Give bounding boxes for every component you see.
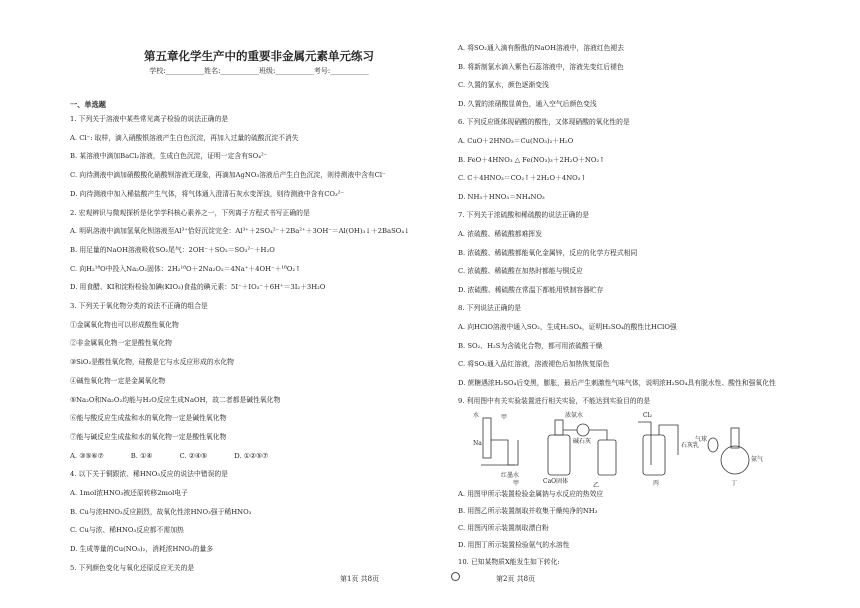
label-yi: 乙 <box>593 482 600 489</box>
text-line: A. 用图甲所示装置检验金属钠与水反应的热效应 <box>458 490 604 498</box>
text-line: B. FeO＋4HNO₃ △ Fe(NO₃)₃＋2H₂O＋NO₂↑ <box>458 155 605 164</box>
text-line: B. 某溶液中滴加BaCl₂溶液，生成白色沉淀，证明一定含有SO₄²⁻ <box>70 152 268 161</box>
text-line: 5. 下列颜色变化与氧化还原反应无关的是 <box>70 563 195 572</box>
text-line: ②非金属氧化物一定是酸性氧化物 <box>70 339 172 348</box>
text-line: ④碱性氧化物一定是金属氧化物 <box>70 376 166 385</box>
label-lime-milk: 石灰乳 <box>681 442 700 449</box>
text-line: D. NH₃＋HNO₃＝NH₄NO₃ <box>458 192 545 201</box>
text-line: A. Cl⁻: 取样，滴入硝酸银溶液产生白色沉淀，再加入过量的硫酸沉淀不消失 <box>70 133 299 142</box>
text-line: 2. 宏观辨识与微观探析是化学学科核心素养之一，下列离子方程式书写正确的是 <box>70 208 310 217</box>
text-line: 8. 下列说法正确的是 <box>458 304 522 313</box>
text-line: B. 用图乙所示装置制取并收集干燥纯净的NH₃ <box>458 507 598 515</box>
text-line: 1. 下列关于溶液中某些常见离子检验的说法正确的是 <box>70 115 229 123</box>
text-line: D. 久置的浓硝酸显黄色，通入空气后颜色变浅 <box>458 99 597 108</box>
text-line: D. 用图丁所示装置检验氨气的水溶性 <box>458 541 570 549</box>
page-number-left: 第1页 共8页 <box>340 575 380 583</box>
label-conc-ammonia: 浓氨水 <box>565 412 584 419</box>
text-line: D. 向待测液中加入稀盐酸产生气体，将气体通入澄清石灰水变浑浊，则待测液中含有CO₃²⁻ <box>70 189 345 198</box>
label-jia: 甲 <box>513 480 520 487</box>
text-line: 3. 下列关于氧化物分类的说法不正确的组合是 <box>70 302 208 310</box>
text-line: B. 将新制氯水滴入紫色石蕊溶液中，溶液先变红后褪色 <box>458 62 624 71</box>
label-na: Na <box>473 440 482 447</box>
text-line: ③SiO₂是酸性氧化物，硅酸是它与水反应形成的水化物 <box>70 358 234 367</box>
text-line: D. 用食醋、KI和淀粉检验加碘(KIO₃)食盐的碘元素：5I⁻＋IO₃⁻＋6H⁺＝3I₂＋3H₂O <box>70 283 326 292</box>
text-line: ①金属氧化物也可以形成酸性氧化物 <box>70 320 179 329</box>
text-line: C. 久置的氯水，颜色逐渐变浅 <box>458 81 549 90</box>
page-title: 第五章化学生产中的重要非金属元素单元练习 <box>144 49 374 63</box>
text-line: A. 明矾溶液中滴加氢氧化钡溶液至Al³⁺恰好沉淀完全：Al³⁺＋2SO₄²⁻＋2Ba²⁺＋3OH⁻＝Al(OH)₃↓＋2BaSO₄↓ <box>70 227 410 236</box>
text-line: 10. 已知某物质X能发生如下转化: <box>458 558 560 566</box>
text-line: B. 用足量的NaOH溶液吸收SO₂尾气：2OH⁻＋SO₂＝SO₃²⁻＋H₂O <box>70 245 275 254</box>
text-line: C. 用图丙所示装置制取漂白粉 <box>458 524 549 532</box>
text-line: A. 将SO₂通入滴有酚酞的NaOH溶液中，溶液红色褪去 <box>458 44 625 52</box>
text-line: ⑤Na₂O和Na₂O₂均能与H₂O反应生成NaOH，故二者都是碱性氧化物 <box>70 395 281 404</box>
text-line: B. Cu与浓HNO₃反应剧烈，故氧化性浓HNO₃强于稀HNO₃ <box>70 507 252 516</box>
label-red-ink: 红墨水 <box>501 472 520 479</box>
text-line: C. Cu与浓、稀HNO₃反应都不需加热 <box>70 526 184 535</box>
text-line: ⑥能与酸反应生成盐和水的氧化物一定是碱性氧化物 <box>70 414 227 423</box>
section-heading: 一、单选题 <box>70 100 106 109</box>
text-line: B. 浓硫酸、稀硫酸都能氧化金属锌，反应的化学方程式相同 <box>458 248 638 257</box>
text-line: A. 1mol浓HNO₃被还原转移2mol电子 <box>70 489 188 497</box>
text-line: C. 浓硫酸、稀硫酸在加热时都能与铜反应 <box>458 267 583 276</box>
text-line: C. 向待测液中滴加硝酸酸化硝酸钡溶液无现象，再滴加AgNO₃溶液后产生白色沉淀，则待测液中含有Cl⁻ <box>70 171 386 180</box>
center-mark-icon <box>451 572 460 581</box>
label-bing: 丙 <box>653 480 660 487</box>
text-line: D. 蔗糖遇浓H₂SO₄后变黑，膨胀，最后产生刺激性气味气体，说明浓H₂SO₄具有脱水性、酸性和强氧化性 <box>458 378 776 387</box>
text-line: A. ③⑤⑥⑦ B. ①④ C. ②④⑤ D. ①②⑤⑦ <box>70 451 269 460</box>
apparatus-figure <box>473 410 773 490</box>
text-line: 9. 利用图中有关实验装置进行相关实验，不能达到实验目的的是 <box>458 397 651 406</box>
label-water: 水 <box>473 412 480 419</box>
text-line: A. 浓硫酸、稀硫酸都难挥发 <box>458 230 542 238</box>
page-number-right: 第2页 共8页 <box>496 575 536 583</box>
text-line: 4. 以下关于铜跟浓、稀HNO₃反应的说法中错误的是 <box>70 470 228 479</box>
text-line: D. 生成等量的Cu(NO₃)₂，消耗浓HNO₃的量多 <box>70 545 214 554</box>
text-line: 7. 下列关于浓硫酸和稀硫酸的说法正确的是 <box>458 211 589 220</box>
text-line: D. 浓硫酸、稀硫酸在常温下都能用铁制容器贮存 <box>458 285 604 294</box>
text-line: C. 将SO₂通入品红溶液，溶液褪色后加热恢复原色 <box>458 360 610 369</box>
label-ding: 丁 <box>731 480 738 487</box>
student-info: 学校:___________姓名:___________班级:___________考号:___________ <box>149 67 369 75</box>
label-cl2: Cl₂ <box>643 412 652 419</box>
text-line: C. C＋4HNO₃＝CO₂↑＋2H₂O＋4NO₂↑ <box>458 174 587 183</box>
text-line: ⑦能与碱反应生成盐和水的氧化物一定是酸性氧化物 <box>70 432 227 441</box>
label-cao: CaO固体 <box>543 478 569 485</box>
text-line: C. 向H₂¹⁸O中投入Na₂O₂固体：2H₂¹⁸O＋2Na₂O₂＝4Na⁺＋4OH⁻＋¹⁸O₂↑ <box>70 264 301 273</box>
text-line: B. SO₂、H₂S为含硫化合物，都可用浓硫酸干燥 <box>458 341 603 350</box>
label-jia-top: 甲 <box>501 414 508 421</box>
text-line: A. 向HClO溶液中通入SO₂，生成H₂SO₄，证明H₂SO₄的酸性比HClO强 <box>458 323 677 331</box>
text-line: A. CuO＋2HNO₃＝Cu(NO₃)₂＋H₂O <box>458 137 574 145</box>
text-line: 6. 下列反应既体现硝酸的酸性，又体现硝酸的氧化性的是 <box>458 118 630 127</box>
label-ammonia: 氨气 <box>751 456 764 463</box>
label-balloon: 气球 <box>695 436 708 443</box>
label-soda-lime: 碱石灰 <box>573 438 592 445</box>
